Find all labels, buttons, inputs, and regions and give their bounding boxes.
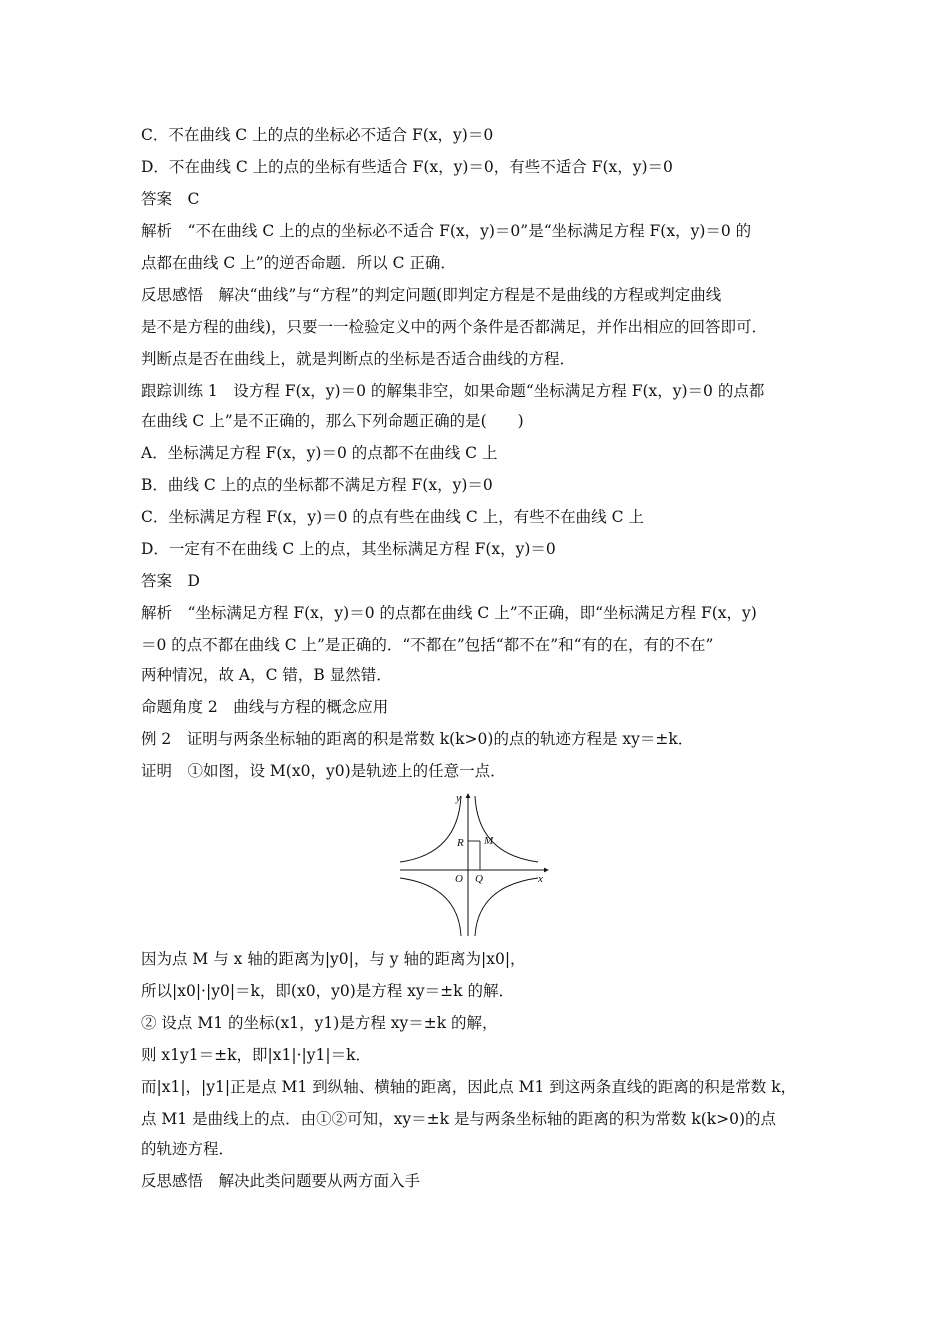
- proof-line-8: 的轨迹方程．: [141, 1140, 235, 1158]
- proof-line-3: 所以|x0|·|y0|＝k，即(x0，y0)是方程 xy＝±k 的解．: [141, 982, 514, 1000]
- option-a-2: A．坐标满足方程 F(x，y)＝0 的点都不在曲线 C 上: [141, 444, 498, 462]
- proof-line-1: 证明 ①如图，设 M(x0，y0)是轨迹上的任意一点．: [141, 762, 506, 780]
- proof-line-7: 点 M1 是曲线上的点．由①②可知，xy＝±k 是与两条坐标轴的距离的积为常数 k(k>0)的点: [141, 1110, 777, 1128]
- branch-first-quadrant: [475, 796, 538, 862]
- proof-line-6: 而|x1|，|y1|正是点 M1 到纵轴、横轴的距离，因此点 M1 到这两条直线的距离的积是常数 k，: [141, 1078, 797, 1096]
- answer-2: 答案 D: [141, 572, 200, 590]
- reflection-1-line-1: 反思感悟 解决“曲线”与“方程”的判定问题(即判定方程是不是曲线的方程或判定曲线: [141, 286, 722, 304]
- option-d-2: D．一定有不在曲线 C 上的点，其坐标满足方程 F(x，y)＝0: [141, 540, 556, 558]
- option-c-1: C．不在曲线 C 上的点的坐标必不适合 F(x，y)＝0: [141, 126, 494, 144]
- label-x: x: [538, 873, 543, 885]
- label-y: y: [456, 792, 461, 804]
- analysis-2-line-1: 解析 “坐标满足方程 F(x，y)＝0 的点都在曲线 C 上”不正确，即“坐标满足方程 F(x，y): [141, 604, 757, 622]
- answer-1: 答案 C: [141, 190, 200, 208]
- topic-angle-2: 命题角度 2 曲线与方程的概念应用: [141, 698, 389, 716]
- branch-second-quadrant: [400, 796, 461, 862]
- label-r: R: [457, 837, 464, 849]
- proof-line-5: 则 x1y1＝±k，即|x1|·|y1|＝k．: [141, 1046, 371, 1064]
- analysis-2-line-2: ＝0 的点不都在曲线 C 上”是正确的．“不都在”包括“都不在”和“有的在，有的不在”: [141, 636, 714, 654]
- proof-line-4: ② 设点 M1 的坐标(x1，y1)是方程 xy＝±k 的解，: [141, 1014, 498, 1032]
- label-o: O: [455, 873, 463, 885]
- proof-line-2: 因为点 M 与 x 轴的距离为|y0|，与 y 轴的距离为|x0|，: [141, 950, 526, 968]
- branch-third-quadrant: [400, 878, 461, 936]
- option-d-1: D．不在曲线 C 上的点的坐标有些适合 F(x，y)＝0，有些不适合 F(x，y)＝0: [141, 158, 673, 176]
- branch-fourth-quadrant: [475, 878, 538, 936]
- analysis-1-line-1: 解析 “不在曲线 C 上的点的坐标必不适合 F(x，y)＝0”是“坐标满足方程 F(x，y)＝0 的: [141, 222, 752, 240]
- hyperbola-figure: [398, 790, 558, 938]
- practice-1-line-1: 跟踪训练 1 设方程 F(x，y)＝0 的解集非空，如果命题“坐标满足方程 F(x，y)＝0 的点都: [141, 382, 765, 400]
- label-m: M: [484, 835, 494, 847]
- reflection-2: 反思感悟 解决此类问题要从两方面入手: [141, 1172, 421, 1190]
- label-q: Q: [475, 873, 483, 885]
- option-c-2: C．坐标满足方程 F(x，y)＝0 的点有些在曲线 C 上，有些不在曲线 C 上: [141, 508, 644, 526]
- option-b-2: B．曲线 C 上的点的坐标都不满足方程 F(x，y)＝0: [141, 476, 493, 494]
- practice-1-line-2: 在曲线 C 上”是不正确的，那么下列命题正确的是( ): [141, 412, 524, 430]
- analysis-2-line-3: 两种情况，故 A，C 错，B 显然错．: [141, 666, 392, 684]
- analysis-1-line-2: 点都在曲线 C 上”的逆否命题．所以 C 正确．: [141, 254, 456, 272]
- reflection-1-line-2: 是不是方程的曲线)，只要一一检验定义中的两个条件是否都满足，并作出相应的回答即可．: [141, 318, 768, 336]
- reflection-1-line-3: 判断点是否在曲线上，就是判断点的坐标是否适合曲线的方程．: [141, 350, 576, 368]
- example-2: 例 2 证明与两条坐标轴的距离的积是常数 k(k>0)的点的轨迹方程是 xy＝±k．: [141, 730, 694, 748]
